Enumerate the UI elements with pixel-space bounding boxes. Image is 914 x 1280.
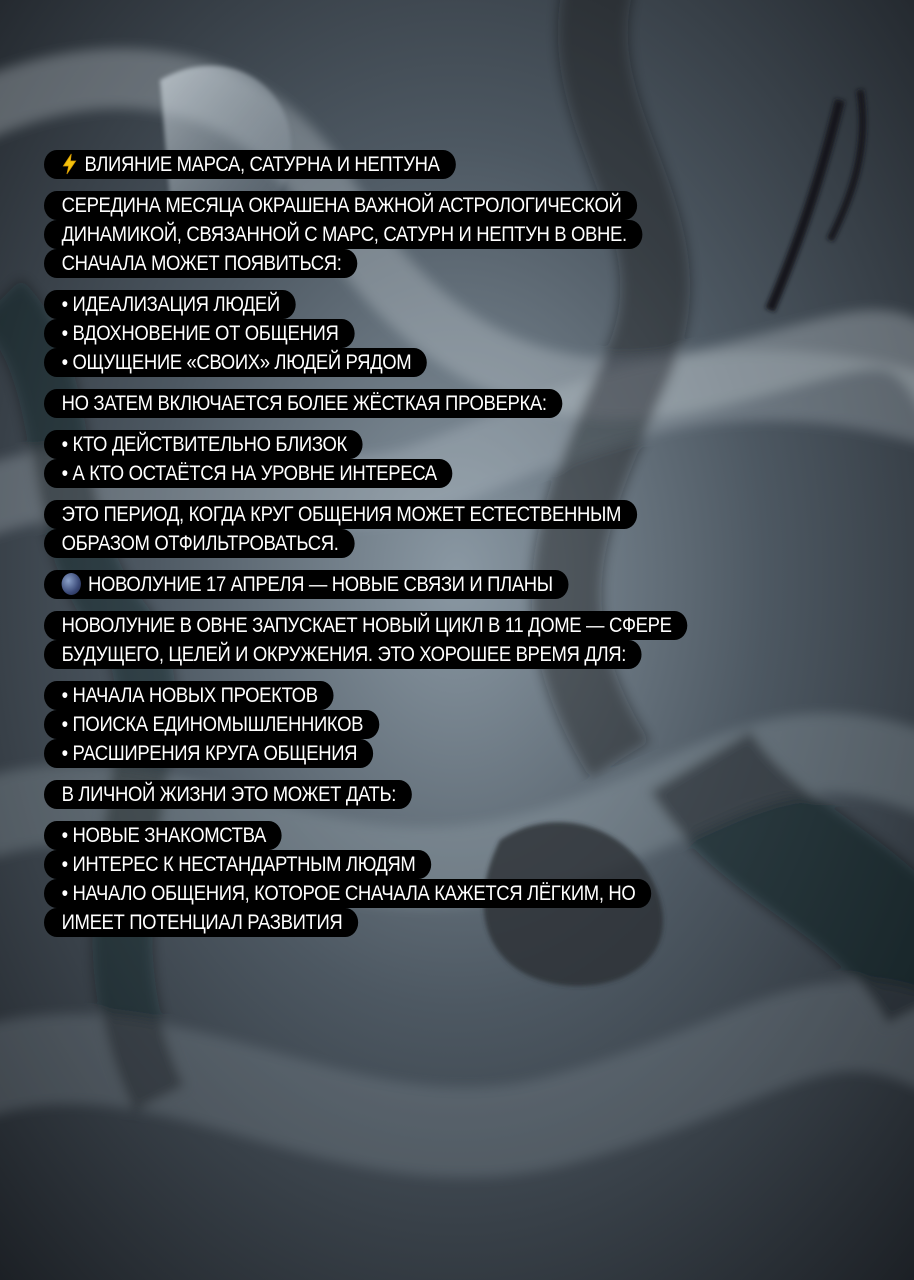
paragraph-personal-life [44, 780, 884, 809]
paragraph-line: СЕРЕДИНА МЕСЯЦА ОКРАШЕНА ВАЖНОЙ АСТРОЛОГИЧЕСКОЙ [44, 191, 637, 220]
paragraph-line: ДИНАМИКОЙ, СВЯЗАННОЙ С МАРС, САТУРН И НЕПТУН В ОВНЕ. [44, 220, 643, 249]
paragraph-line: НОВОЛУНИЕ В ОВНЕ ЗАПУСКАЕТ НОВЫЙ ЦИКЛ В 11 ДОМЕ — СФЕРЕ [44, 611, 687, 640]
paragraph-filter [44, 500, 884, 558]
new-moon-icon [62, 573, 81, 595]
list-item: • ОЩУЩЕНИЕ «СВОИХ» ЛЮДЕЙ РЯДОМ [44, 348, 427, 377]
heading-text: ВЛИЯНИЕ МАРСА, САТУРНА И НЕПТУНА [84, 153, 440, 176]
list-item: • ИНТЕРЕС К НЕСТАНДАРТНЫМ ЛЮДЯМ [44, 850, 431, 879]
paragraph-intro [44, 191, 884, 278]
list-item: • А КТО ОСТАЁТСЯ НА УРОВНЕ ИНТЕРЕСА [44, 459, 453, 488]
heading-mars-saturn-neptune [44, 150, 884, 179]
list-item: • КТО ДЕЙСТВИТЕЛЬНО БЛИЗОК [44, 430, 363, 459]
paragraph-new-moon [44, 611, 884, 669]
list-item: • НОВЫЕ ЗНАКОМСТВА [44, 821, 282, 850]
list-item: • ИДЕАЛИЗАЦИЯ ЛЮДЕЙ [44, 290, 296, 319]
list-first-effects [44, 290, 884, 377]
list-item: • РАСШИРЕНИЯ КРУГА ОБЩЕНИЯ [44, 739, 373, 768]
list-good-time [44, 681, 884, 768]
paragraph-line: СНАЧАЛА МОЖЕТ ПОЯВИТЬСЯ: [44, 249, 357, 278]
list-check [44, 430, 884, 488]
list-item: • НАЧАЛО ОБЩЕНИЯ, КОТОРОЕ СНАЧАЛА КАЖЕТСЯ ЛЁГКИМ, НО [44, 879, 651, 908]
paragraph-line: НО ЗАТЕМ ВКЛЮЧАЕТСЯ БОЛЕЕ ЖЁСТКАЯ ПРОВЕРКА: [44, 389, 562, 418]
paragraph-line: ОБРАЗОМ ОТФИЛЬТРОВАТЬСЯ. [44, 529, 354, 558]
paragraph-line: В ЛИЧНОЙ ЖИЗНИ ЭТО МОЖЕТ ДАТЬ: [44, 780, 412, 809]
list-personal-life [44, 821, 884, 937]
paragraph-check [44, 389, 884, 418]
text-content [44, 150, 884, 949]
lightning-icon [62, 153, 78, 175]
heading-text: НОВОЛУНИЕ 17 АПРЕЛЯ — НОВЫЕ СВЯЗИ И ПЛАНЫ [88, 573, 553, 596]
list-item: ИМЕЕТ ПОТЕНЦИАЛ РАЗВИТИЯ [44, 908, 358, 937]
list-item: • ПОИСКА ЕДИНОМЫШЛЕННИКОВ [44, 710, 379, 739]
heading-new-moon [44, 570, 884, 599]
paragraph-line: БУДУЩЕГО, ЦЕЛЕЙ И ОКРУЖЕНИЯ. ЭТО ХОРОШЕЕ ВРЕМЯ ДЛЯ: [44, 640, 642, 669]
paragraph-line: ЭТО ПЕРИОД, КОГДА КРУГ ОБЩЕНИЯ МОЖЕТ ЕСТЕСТВЕННЫМ [44, 500, 637, 529]
list-item: • НАЧАЛА НОВЫХ ПРОЕКТОВ [44, 681, 334, 710]
list-item: • ВДОХНОВЕНИЕ ОТ ОБЩЕНИЯ [44, 319, 354, 348]
